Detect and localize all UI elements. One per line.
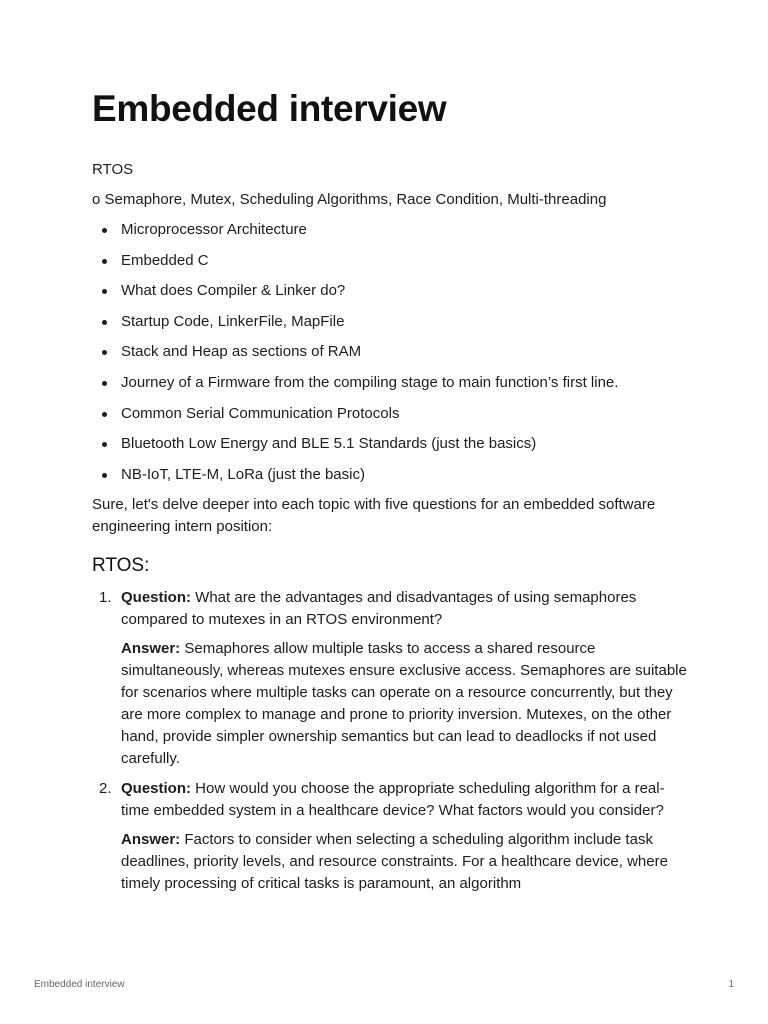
qa-item [92,778,692,895]
bullet-item [92,433,692,455]
bullet-text: Embedded C [121,251,209,269]
bullet-item [92,250,692,272]
footer-page-number: 1 [728,979,734,990]
bullet-text: Bluetooth Low Energy and BLE 5.1 Standards (just the basics) [121,435,537,453]
question-label: Question: [121,589,191,607]
qa-answer [121,638,692,770]
bullet-item [92,403,692,425]
bullet-dot-icon [102,381,107,386]
bullet-dot-icon [102,442,107,447]
footer-title: Embedded interview [34,979,125,990]
answer-label: Answer: [121,640,181,658]
question-text: How would you choose the appropriate scheduling algorithm for a real-time embedded system in a healthcare device? What factors would you consider? [121,780,665,820]
topic-bullet-list [92,219,692,486]
bullet-text: Microprocessor Architecture [121,221,307,238]
bullet-item [92,464,692,486]
bullet-text: Common Serial Communication Protocols [121,404,400,422]
intro-paragraph: Sure, let's delve deeper into each topic with five questions for an embedded software engineering intern position: [92,496,656,536]
qa-list [92,587,692,895]
bullet-text: Stack and Heap as sections of RAM [121,343,362,361]
bullet-dot-icon [102,350,107,355]
bullet-dot-icon [102,320,107,325]
bullet-text: Journey of a Firmware from the compiling stage to main function’s first line. [121,373,619,391]
qa-item [92,587,692,770]
bullet-dot-icon [102,289,107,294]
section-heading-rtos: RTOS: [92,555,150,577]
bullet-item [92,372,692,394]
bullet-item [92,219,692,241]
bullet-dot-icon [102,473,107,478]
document-title: Embedded interview [92,88,447,129]
bullet-dot-icon [102,412,107,417]
answer-text: Factors to consider when selecting a scheduling algorithm include task deadlines, priority levels, and resource constraints. For a healthcare device, where timely processing of critical tasks is paramount, an algorithm [121,831,668,893]
question-label: Question: [121,780,191,798]
answer-label: Answer: [121,831,181,849]
question-text: What are the advantages and disadvantages of using semaphores compared to mutexes in an RTOS environment? [121,589,637,629]
bullet-text: Startup Code, LinkerFile, MapFile [121,312,345,330]
qa-question [121,587,692,631]
bullet-item [92,341,692,363]
bullet-text: NB-IoT, LTE-M, LoRa (just the basic) [121,465,365,483]
qa-question [121,778,692,822]
qa-answer [121,829,692,895]
topics-line: o Semaphore, Mutex, Scheduling Algorithms, Race Condition, Multi-threading [92,191,607,208]
document-page [92,84,692,903]
rtos-label: RTOS [92,161,134,178]
qa-number: 2. [99,780,112,798]
bullet-item [92,280,692,302]
bullet-dot-icon [102,228,107,233]
bullet-text: What does Compiler & Linker do? [121,282,346,300]
qa-number: 1. [99,589,112,607]
bullet-dot-icon [102,259,107,264]
bullet-item [92,311,692,333]
answer-text: Semaphores allow multiple tasks to access a shared resource simultaneously, whereas mutexes ensure exclusive access. Semaphores are suitable for scenarios where multiple tasks can operate on a resource concurrently, but they are more complex to manage and prone to priority inversion. Mutexes, on the other hand, provide simpler ownership semantics but can lead to deadlocks if not used carefully. [121,640,687,768]
